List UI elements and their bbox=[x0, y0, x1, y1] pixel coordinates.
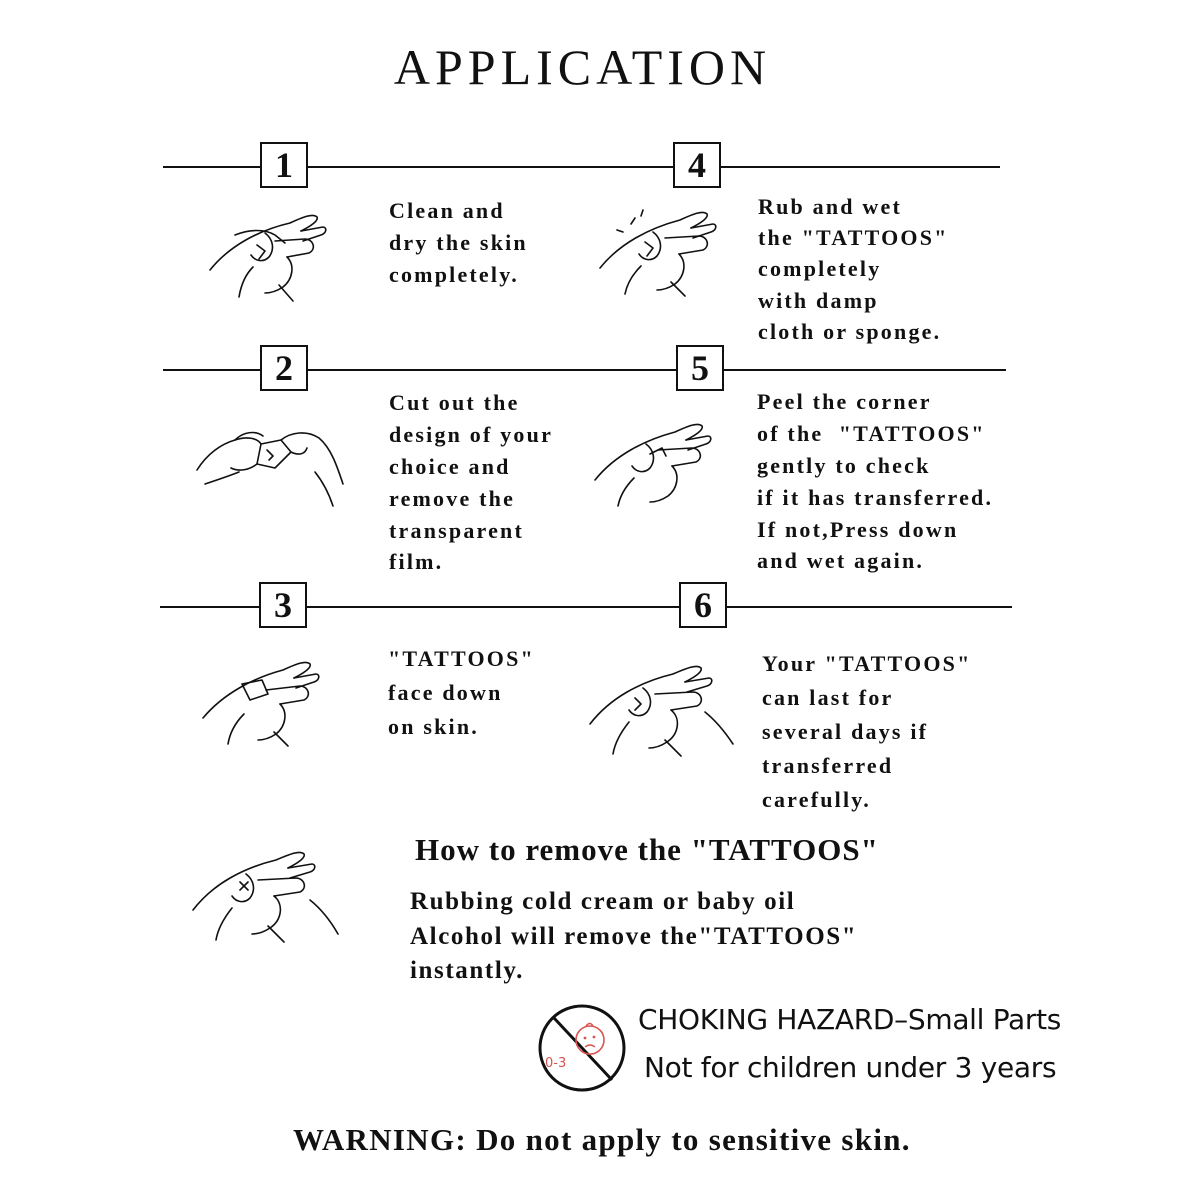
hands-rubbing-tattoo-icon bbox=[585, 652, 745, 762]
hands-placing-tattoo-icon bbox=[198, 650, 348, 750]
age-label: 0-3 bbox=[545, 1056, 567, 1071]
hands-removing-tattoo-icon bbox=[188, 838, 348, 948]
remove-heading: How to remove the "TATTOOS" bbox=[415, 832, 879, 867]
hands-cleaning-skin-icon bbox=[205, 205, 355, 305]
warning-text: WARNING: Do not apply to sensitive skin. bbox=[293, 1122, 911, 1157]
remove-instructions: Rubbing cold cream or baby oil Alcohol will remove the"TATTOOS" instantly. bbox=[410, 888, 858, 984]
step-4-text: Rub and wet the "TATTOOS" completely with damp cloth or sponge. bbox=[758, 194, 949, 344]
step-5-text: Peel the corner of the "TATTOOS" gently to check if it has transferred. If not,Press down and wet again. bbox=[757, 389, 994, 574]
hands-peeling-corner-icon bbox=[590, 410, 740, 510]
step-number-1: 1 bbox=[260, 142, 308, 188]
hands-cutting-design-icon bbox=[195, 410, 345, 510]
page-title: APPLICATION bbox=[393, 39, 772, 95]
step-3-text: "TATTOOS" face down on skin. bbox=[388, 646, 535, 740]
choking-hazard-age-note: Not for children under 3 years bbox=[644, 1051, 1057, 1084]
step-number-5: 5 bbox=[676, 345, 724, 391]
step-1-text: Clean and dry the skin completely. bbox=[389, 198, 528, 287]
hands-wetting-tattoo-icon bbox=[595, 198, 745, 298]
step-2-text: Cut out the design of your choice and remove the transparent film. bbox=[389, 390, 554, 575]
step-number-4: 4 bbox=[673, 142, 721, 188]
step-6-text: Your "TATTOOS" can last for several days if transferred carefully. bbox=[762, 651, 972, 813]
step-number-3: 3 bbox=[259, 582, 307, 628]
no-children-under-3-icon bbox=[536, 1002, 628, 1094]
step-number-2: 2 bbox=[260, 345, 308, 391]
step-number-6: 6 bbox=[679, 582, 727, 628]
choking-hazard-title: CHOKING HAZARD–Small Parts bbox=[638, 1003, 1062, 1036]
